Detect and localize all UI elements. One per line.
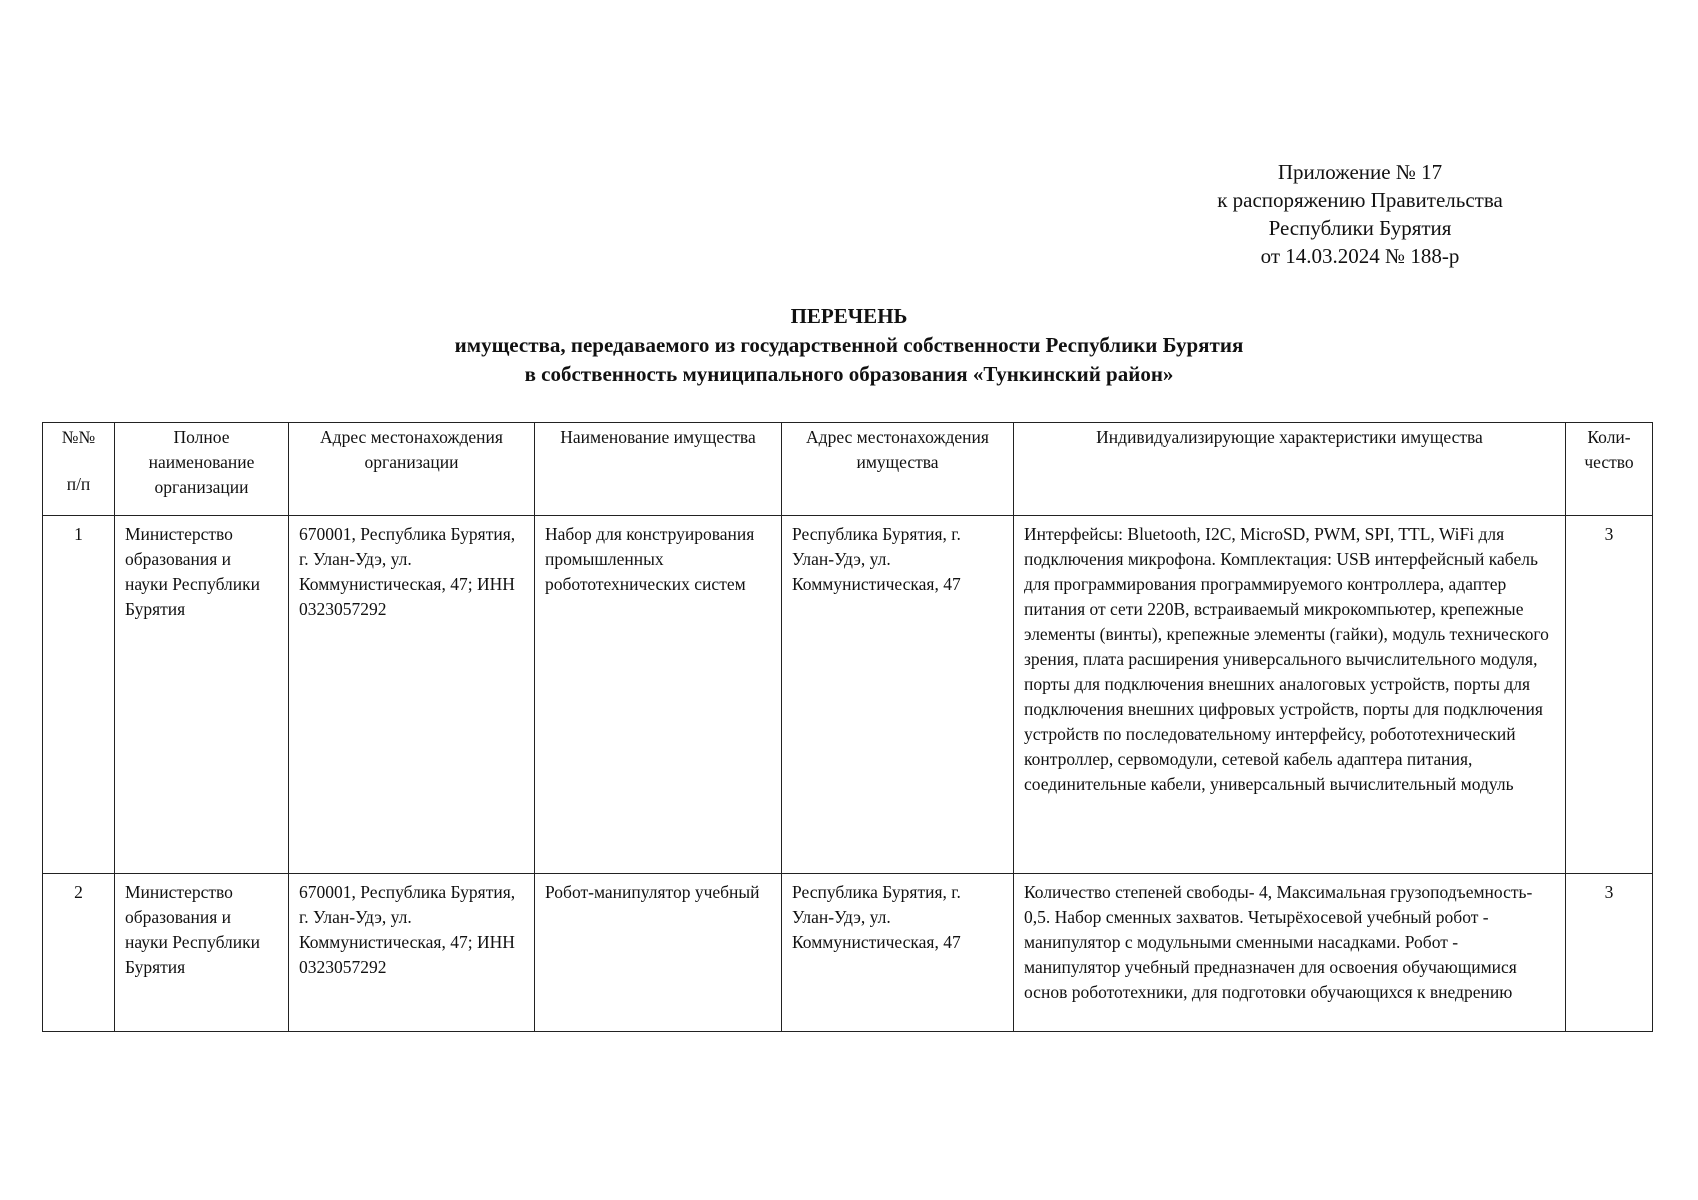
row-org-address: 670001, Республика Бурятия, г. Улан-Удэ, ул. Коммунистическая, 47; ИНН 0323057292 — [289, 516, 535, 874]
header-property-address: Адрес местонахождения имущества — [782, 423, 1014, 516]
appendix-block — [1140, 158, 1580, 270]
row-org-name: Министерство образования и науки Республики Бурятия — [115, 874, 289, 1032]
document-heading — [0, 302, 1698, 389]
document-subtitle-line2: в собственность муниципального образования «Тункинский район» — [524, 362, 1174, 386]
document-title: ПЕРЕЧЕНЬ — [790, 304, 908, 328]
row-number: 2 — [43, 874, 115, 1032]
appendix-issuer: Республики Бурятия — [1268, 216, 1452, 240]
header-org-name: Полное наименование организации — [115, 423, 289, 516]
row-quantity: 3 — [1566, 516, 1653, 874]
row-property-name: Набор для конструирования промышленных робототехнических систем — [535, 516, 782, 874]
appendix-number: Приложение № 17 — [1277, 160, 1443, 184]
row-characteristics: Интерфейсы: Bluetooth, I2C, MicroSD, PWM, SPI, TTL, WiFi для подключения микрофона. Комплектация: USB интерфейсный кабель для программирования программируемого контроллера, адаптер питания от сети 220В, встраиваемый микрокомпьютер, крепежные элементы (винты), крепежные элементы (гайки), модуль технического зрения, плата расширения универсального вычислительного модуля, порты для подключения внешних аналоговых устройств, порты для подключения внешних цифровых устройств, порты для подключения устройств по последовательному интерфейсу, робототехнический контроллер, сервомодули, сетевой кабель адаптера питания, соединительные кабели, универсальный вычислительный модуль — [1014, 516, 1566, 874]
row-number: 1 — [43, 516, 115, 874]
row-characteristics — [1014, 874, 1566, 1032]
header-characteristics: Индивидуализирующие характеристики имущества — [1014, 423, 1566, 516]
appendix-reference: к распоряжению Правительства — [1217, 188, 1503, 212]
header-number-top: №№ — [61, 427, 96, 447]
table-row — [43, 516, 1653, 874]
property-table — [42, 422, 1653, 1032]
header-number — [43, 423, 115, 516]
row-property-name: Робот-манипулятор учебный — [535, 874, 782, 1032]
row-quantity: 3 — [1566, 874, 1653, 1032]
header-org-address: Адрес местонахождения организации — [289, 423, 535, 516]
document-subtitle-line1: имущества, передаваемого из государственной собственности Республики Бурятия — [454, 333, 1244, 357]
header-property-name: Наименование имущества — [535, 423, 782, 516]
header-number-bottom: п/п — [66, 474, 91, 494]
row-org-name: Министерство образования и науки Республики Бурятия — [115, 516, 289, 874]
table-row — [43, 874, 1653, 1032]
appendix-date: от 14.03.2024 № 188-р — [1260, 244, 1460, 268]
row-characteristics-text: Количество степеней свободы- 4, Максимальная грузоподъемность- 0,5. Набор сменных захватов. Четырёхосевой учебный робот - манипулятор с модульными сменными насадками. Робот - манипулятор учебный предназначен для освоения обучающимися основ робототехники, для подготовки обучающихся к внедрению — [1024, 882, 1533, 1002]
row-property-address: Республика Бурятия, г. Улан-Удэ, ул. Коммунистическая, 47 — [782, 516, 1014, 874]
table-header-row — [43, 423, 1653, 516]
header-quantity: Коли-чество — [1566, 423, 1653, 516]
row-property-address: Республика Бурятия, г. Улан-Удэ, ул. Коммунистическая, 47 — [782, 874, 1014, 1032]
row-org-address: 670001, Республика Бурятия, г. Улан-Удэ, ул. Коммунистическая, 47; ИНН 0323057292 — [289, 874, 535, 1032]
